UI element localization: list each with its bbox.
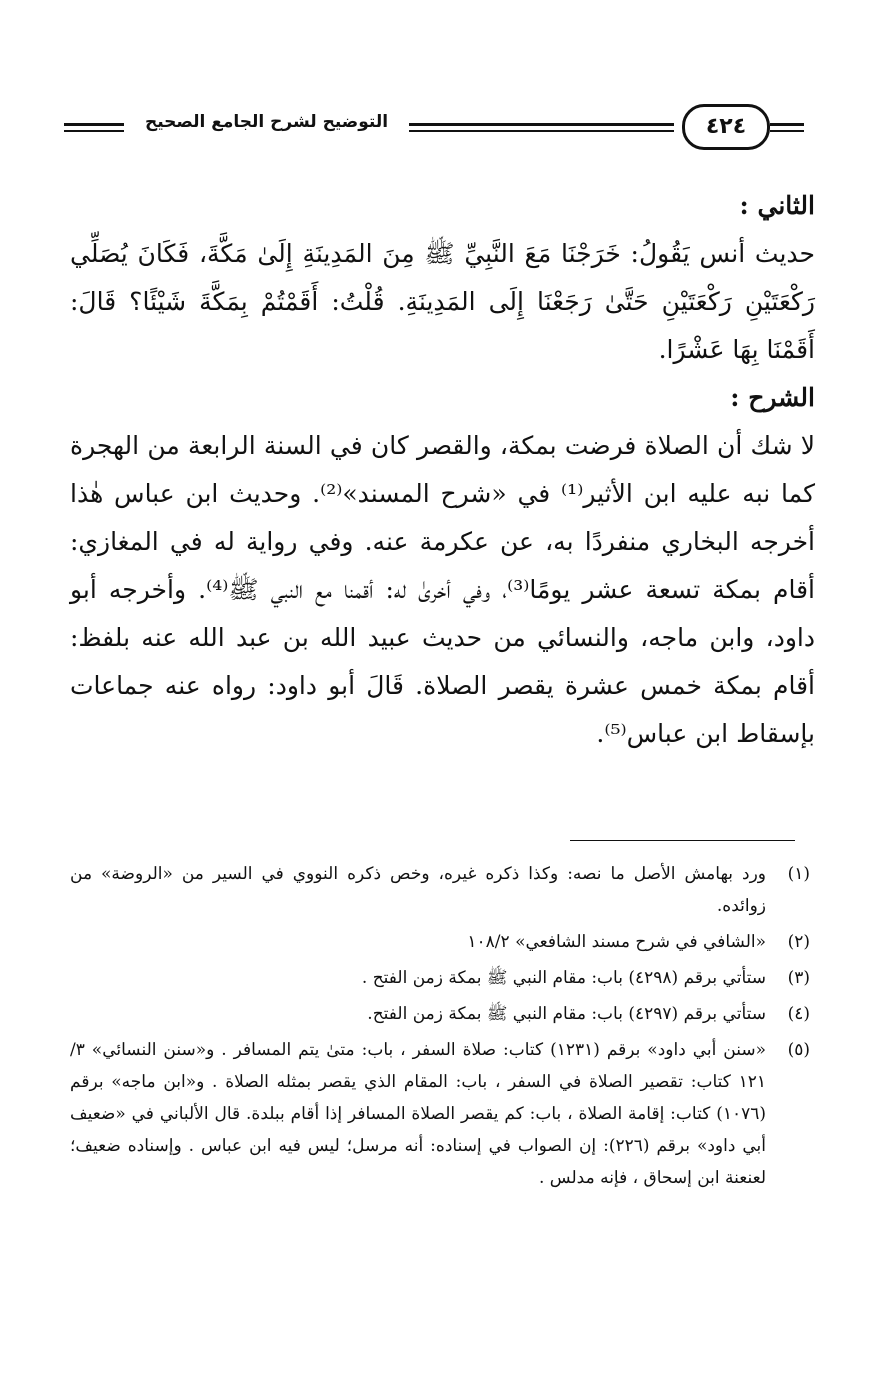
running-title: التوضيح لشرح الجامع الصحيح [144, 112, 389, 132]
commentary-text: لا شك أن الصلاة فرضت بمكة، والقصر كان في السنة الرابعة من الهجرة كما نبه عليه ابن الأثير⁽¹⁾ في «شرح المسند»⁽²⁾. وحديث ابن عباس هٰذا أخرجه البخاري منفردًا به، عن عكرمة عنه. وفي رواية له في المغازي: أقام بمكة تسعة عشر يومًا⁽³⁾، وفي أخرىٰ له: أقمنا مع النبي ﷺ⁽⁴⁾. وأخرجه أبو داود، وابن ماجه، والنسائي من حديث عبيد الله بن عبد الله عنه بلفظ: أقام بمكة خمس عشرة يقصر الصلاة. قَالَ أبو داود: رواه عنه جماعات بإسقاط ابن عباس⁽⁵⁾. [70, 431, 815, 748]
hadith-text: حديث أنس يَقُولُ: خَرَجْنَا مَعَ النَّبِيِّ ﷺ مِنَ المَدِينَةِ إِلَىٰ مَكَّةَ، فَكَانَ يُصَلِّي رَكْعَتَيْنِ رَكْعَتَيْنِ حَتَّىٰ رَجَعْنَا إِلَى المَدِينَةِ. قُلْتُ: أَقَمْتُمْ بِمَكَّةَ شَيْئًا؟ قَالَ: أَقَمْنَا بِهَا عَشْرًا. [70, 239, 815, 364]
main-text [70, 182, 815, 758]
footnote-item [70, 858, 810, 922]
footnote-item [70, 998, 810, 1030]
footnote-number: (٥) [787, 1040, 810, 1060]
header-rule-left [64, 123, 124, 132]
footnote-number: (٢) [787, 932, 810, 952]
section-heading-second: الثاني : [739, 191, 815, 220]
header-rule-middle [409, 123, 674, 132]
footnote-text: «الشافي في شرح مسند الشافعي» ١٠٨/٢ [467, 932, 766, 952]
footnote-text: ستأتي برقم (٤٢٩٨) باب: مقام النبي ﷺ بمكة زمن الفتح . [361, 968, 766, 988]
footnote-text: ورد بهامش الأصل ما نصه: وكذا ذكره غيره، وخص ذكره النووي في السير من «الروضة» من زوائده. [70, 864, 766, 916]
footnote-item [70, 1034, 810, 1194]
header-rule-right [770, 123, 804, 132]
page-number: ٤٢٤ [682, 104, 770, 150]
section-heading-sharh: الشرح : [730, 383, 815, 412]
footnote-item [70, 962, 810, 994]
footnote-separator [570, 840, 795, 841]
page-header [64, 104, 804, 154]
footnotes [70, 858, 810, 1198]
footnote-text: ستأتي برقم (٤٢٩٧) باب: مقام النبي ﷺ بمكة زمن الفتح. [367, 1004, 766, 1024]
footnote-text: «سنن أبي داود» برقم (١٢٣١) كتاب: صلاة السفر ، باب: متىٰ يتم المسافر . و«سنن النسائي» ٣/ ١٢١ كتاب: تقصير الصلاة في السفر ، باب: المقام الذي يقصر بمثله الصلاة . و«ابن ماجه» برقم (١٠٧٦) كتاب: إقامة الصلاة ، باب: كم يقصر الصلاة المسافر إذا أقام ببلدة. قال الألباني في «ضعيف أبي داود» برقم (٢٢٦): إن الصواب في إسناده: أنه مرسل؛ ليس فيه ابن عباس . وإسناده ضعيف؛ لعنعنة ابن إسحاق ، فإنه مدلس . [70, 1040, 766, 1188]
footnote-number: (١) [787, 864, 810, 884]
footnote-number: (٤) [787, 1004, 810, 1024]
footnote-item [70, 926, 810, 958]
footnote-number: (٣) [787, 968, 810, 988]
